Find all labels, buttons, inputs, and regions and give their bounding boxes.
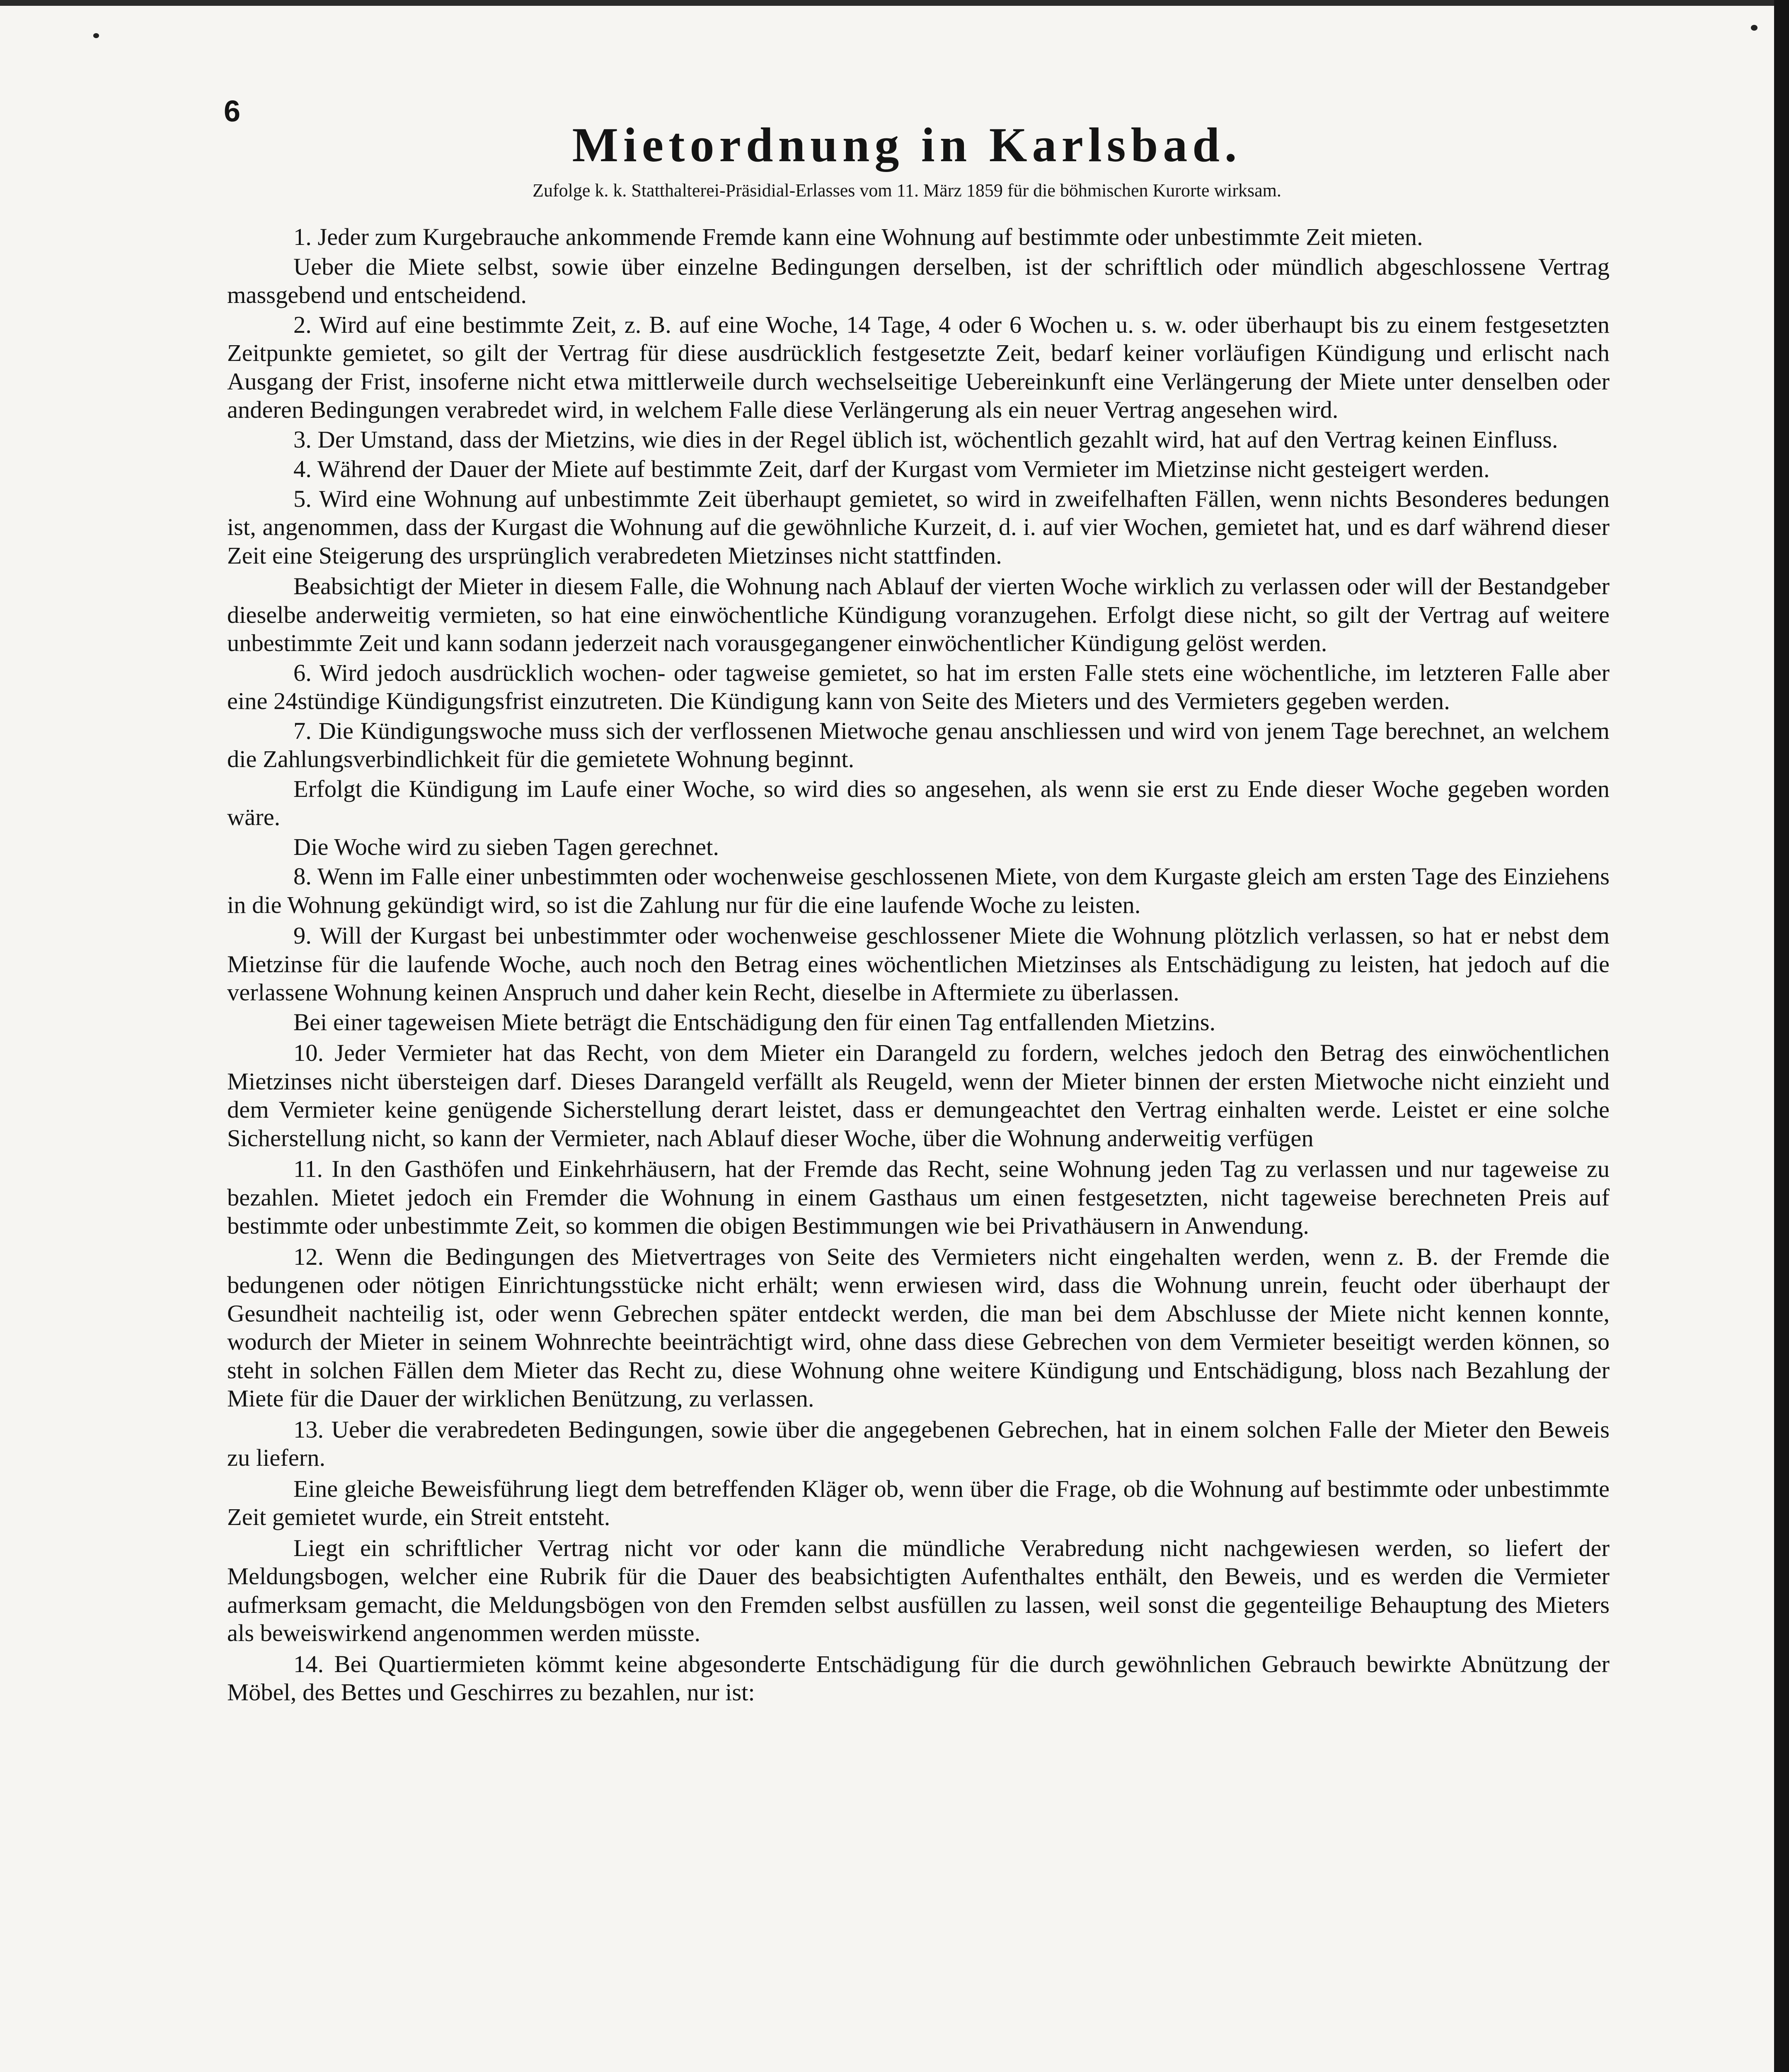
paragraph-11: 11. In den Gasthöfen und Einkehrhäusern, hat der Fremde das Recht, seine Wohnung jeden Tag zu verlassen und nur tageweise zu bezahlen. Mietet jedoch ein Fremder die Wohnung in einem Gasthaus um einen festgesetzten, nicht tageweise berechneten Preis auf bestimmte oder unbestimmte Zeit, so kommen die obigen Bestimmungen wie bei Privathäusern in Anwendung. <box>227 1155 1610 1239</box>
paragraph-8: 8. Wenn im Falle einer unbestimmten oder wochenweise geschlossenen Miete, von dem Kurgaste gleich am ersten Tage des Einziehens in die Wohnung gekündigt wird, so ist die Zahlung nur für die eine laufende Woche zu leisten. <box>227 863 1610 918</box>
paragraph-13: 13. Ueber die verabredeten Bedingungen, sowie über die angegebenen Gebrechen, hat in einem solchen Falle der Mieter den Beweis zu liefern. <box>227 1416 1610 1471</box>
paragraph-13-evidence: Liegt ein schriftlicher Vertrag nicht vor oder kann die mündliche Verabredung nicht nachgewiesen werden, so liefert der Meldungsbogen, welcher eine Rubrik für die Dauer des beabsichtigten Aufenthaltes enthält, den Beweis, und es werden die Vermieter aufmerksam gemacht, die Meldungsbögen von den Fremden selbst ausfüllen zu lassen, weil sonst die gegenteilige Behauptung des Mieters als beweiswirkend angenommen werden müsste. <box>227 1534 1610 1646</box>
paragraph-5: 5. Wird eine Wohnung auf unbestimmte Zeit überhaupt gemietet, so wird in zweifelhaften Fällen, wenn nichts Besonderes bedungen ist, angenommen, dass der Kurgast die Wohnung auf die gewöhnliche Kurzeit, d. i. auf vier Wochen, gemietet hat, und es darf während dieser Zeit eine Steigerung des ursprünglich verabredeten Mietzinses nicht stattfinden. <box>227 485 1610 569</box>
scan-speck <box>1751 25 1758 31</box>
scan-speck <box>93 33 99 38</box>
paragraph-9: 9. Will der Kurgast bei unbestimmter oder wochenweise geschlossener Miete die Wohnung plötzlich verlassen, so hat er nebst dem Mietzinse für die laufende Woche, auch noch den Betrag eines wöchentlichen Mietzinses als Entschädigung zu leisten, hat jedoch auf die verlassene Wohnung keinen Anspruch und daher kein Recht, dieselbe in Aftermiete zu überlassen. <box>227 922 1610 1006</box>
document-body <box>227 223 1610 1708</box>
paragraph-10: 10. Jeder Vermieter hat das Recht, von dem Mieter ein Darangeld zu fordern, welches jedoch den Betrag des einwöchentlichen Mietzinses nicht übersteigen darf. Dieses Darangeld verfällt als Reugeld, wenn der Mieter binnen der ersten Mietwoche nicht einzieht und dem Vermieter keine genügende Sicherstellung derart leistet, dass er demungeachtet den Vertrag einhalten werde. Leistet er eine solche Sicherstellung nicht, so kann der Vermieter, nach Ablauf dieser Woche, über die Wohnung anderweitig verfügen <box>227 1039 1610 1152</box>
page-title: Mietordnung in Karlsbad. <box>572 118 1242 172</box>
paragraph-9-continued: Bei einer tageweisen Miete beträgt die Entschädigung den für einen Tag entfallenden Mietzins. <box>293 1008 1216 1036</box>
paragraph-14: 14. Bei Quartiermieten kömmt keine abgesonderte Entschädigung für die durch gewöhnlichen Gebrauch bewirkte Abnützung der Möbel, des Bettes und Geschirres zu bezahlen, nur ist: <box>227 1650 1610 1706</box>
paragraph-7-continued: Erfolgt die Kündigung im Laufe einer Woche, so wird dies so angesehen, als wenn sie erst zu Ende dieser Woche gegeben worden wäre. <box>227 775 1610 830</box>
paragraph-6: 6. Wird jedoch ausdrücklich wochen- oder tagweise gemietet, so hat im ersten Falle stets eine wöchentliche, im letzteren Falle aber eine 24stündige Kündigungsfrist einzutreten. Die Kündigung kann von Seite des Mieters und des Vermieters gegeben werden. <box>227 659 1610 714</box>
paragraph-1-continued: Ueber die Miete selbst, sowie über einzelne Bedingungen derselben, ist der schriftlich oder mündlich abgeschlossene Vertrag massgebend und entscheidend. <box>227 253 1610 308</box>
scan-edge-right <box>1774 0 1789 2072</box>
page-subtitle: Zufolge k. k. Statthalterei-Präsidial-Erlasses vom 11. März 1859 für die böhmischen Kurorte wirksam. <box>533 180 1281 201</box>
paragraph-5-continued: Beabsichtigt der Mieter in diesem Falle, die Wohnung nach Ablauf der vierten Woche wirklich zu verlassen oder will der Bestandgeber dieselbe anderweitig vermieten, so hat eine einwöchentliche Kündigung voranzugehen. Erfolgt diese nicht, so gilt der Vertrag auf weitere unbestimmte Zeit und kann sodann jederzeit nach vorausgegangener einwöchentlicher Kündigung gelöst werden. <box>227 573 1610 656</box>
paragraph-2: 2. Wird auf eine bestimmte Zeit, z. B. auf eine Woche, 14 Tage, 4 oder 6 Wochen u. s. w. oder überhaupt bis zu einem festgesetzten Zeitpunkte gemietet, so gilt der Vertrag für diese ausdrücklich festgesetzte Zeit, bedarf keiner vorläufigen Kündigung und erlischt nach Ausgang der Frist, insoferne nicht etwa mittlerweile durch wechselseitige Uebereinkunft eine Verlängerung der Miete unter denselben oder anderen Bedingungen verabredet wird, in welchem Falle diese Verlängerung als ein neuer Vertrag angesehen wird. <box>227 311 1610 423</box>
paragraph-1: 1. Jeder zum Kurgebrauche ankommende Fremde kann eine Wohnung auf bestimmte oder unbestimmte Zeit mieten. <box>293 223 1423 250</box>
paragraph-7-week-note: Die Woche wird zu sieben Tagen gerechnet. <box>293 833 719 860</box>
scan-edge-top <box>0 0 1789 6</box>
paragraph-7: 7. Die Kündigungswoche muss sich der verflossenen Mietwoche genau anschliessen und wird von jenem Tage berechnet, an welchem die Zahlungsverbindlichkeit für die gemietete Wohnung beginnt. <box>227 717 1610 772</box>
paragraph-3: 3. Der Umstand, dass der Mietzins, wie dies in der Regel üblich ist, wöchentlich gezahlt wird, hat auf den Vertrag keinen Einfluss. <box>293 426 1558 453</box>
paragraph-12: 12. Wenn die Bedingungen des Mietvertrages von Seite des Vermieters nicht eingehalten werden, wenn z. B. der Fremde die bedungenen oder nötigen Einrichtungsstücke nicht erhält; wenn erwiesen wird, dass die Wohnung unrein, feucht oder überhaupt der Gesundheit nachteilig ist, oder wenn Gebrechen später entdeckt werden, die man bei dem Abschlusse der Miete nicht kennen konnte, wodurch der Mieter in seinem Wohnrechte beeinträchtigt wird, ohne dass diese Gebrechen von dem Vermieter beseitigt werden können, so steht in solchen Fällen dem Mieter das Recht zu, diese Wohnung ohne weitere Kündigung und Entschädigung, bloss nach Bezahlung der Miete für die Dauer der wirklichen Benützung, zu verlassen. <box>227 1243 1610 1412</box>
paragraph-13-continued: Eine gleiche Beweisführung liegt dem betreffenden Kläger ob, wenn über die Frage, ob die Wohnung auf bestimmte oder unbestimmte Zeit gemietet wurde, ein Streit entsteht. <box>227 1475 1610 1530</box>
paragraph-4: 4. Während der Dauer der Miete auf bestimmte Zeit, darf der Kurgast vom Vermieter im Mietzinse nicht gesteigert werden. <box>293 455 1490 482</box>
page-number: 6 <box>224 95 241 128</box>
